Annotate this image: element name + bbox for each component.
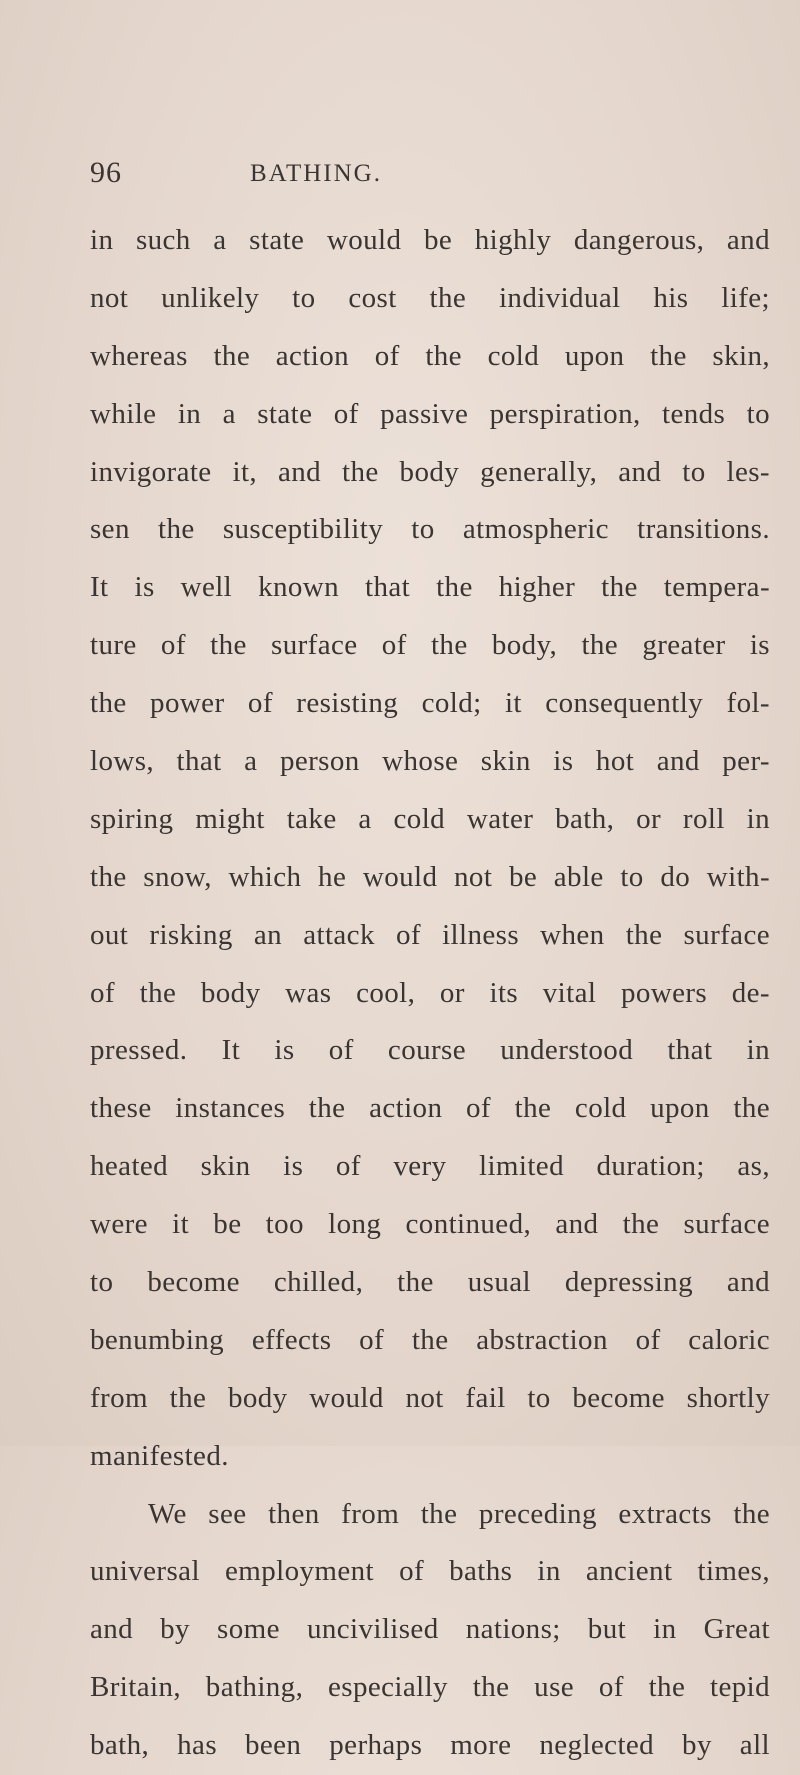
text-line: the snow, which he would not be able to do with- bbox=[90, 860, 770, 893]
text-line: from the body would not fail to become shortly bbox=[90, 1381, 770, 1414]
text-line: while in a state of passive perspiration, tends to bbox=[90, 397, 770, 430]
text-line: spiring might take a cold water bath, or roll in bbox=[90, 802, 770, 835]
text-line: of the body was cool, or its vital powers de- bbox=[90, 976, 770, 1009]
text-line: ture of the surface of the body, the greater is bbox=[90, 629, 770, 662]
text-line: manifested. bbox=[90, 1439, 229, 1472]
text-line: bath, has been perhaps more neglected by all bbox=[90, 1729, 770, 1762]
text-line: benumbing effects of the abstraction of caloric bbox=[90, 1323, 770, 1356]
text-line: sen the susceptibility to atmospheric transitions. bbox=[90, 513, 770, 546]
text-line: We see then from the preceding extracts the bbox=[148, 1497, 770, 1530]
text-line: whereas the action of the cold upon the skin, bbox=[90, 339, 770, 372]
text-line: in such a state would be highly dangerous, and bbox=[90, 224, 770, 256]
text-line: pressed. It is of course understood that in bbox=[90, 1034, 770, 1067]
text-line: out risking an attack of illness when the surface bbox=[90, 918, 770, 951]
text-line: lows, that a person whose skin is hot and per- bbox=[90, 745, 770, 778]
text-line: the power of resisting cold; it consequently fol- bbox=[90, 687, 770, 720]
text-line: were it be too long continued, and the surface bbox=[90, 1208, 770, 1241]
text-line: invigorate it, and the body generally, and to les- bbox=[90, 455, 770, 488]
page-header bbox=[90, 156, 770, 196]
text-line: these instances the action of the cold upon the bbox=[90, 1092, 770, 1125]
text-line: to become chilled, the usual depressing and bbox=[90, 1266, 770, 1299]
text-line: and by some uncivilised nations; but in Great bbox=[90, 1613, 770, 1646]
text-line: It is well known that the higher the tempera- bbox=[90, 571, 770, 604]
page-number: 96 bbox=[90, 156, 122, 189]
text-line: heated skin is of very limited duration; as, bbox=[90, 1150, 770, 1183]
text-line: universal employment of baths in ancient times, bbox=[90, 1555, 770, 1588]
text-line: Britain, bathing, especially the use of the tepid bbox=[90, 1671, 770, 1704]
body-text bbox=[90, 212, 770, 1775]
running-head: BATHING. bbox=[250, 160, 382, 187]
text-line: not unlikely to cost the individual his life; bbox=[90, 281, 770, 314]
